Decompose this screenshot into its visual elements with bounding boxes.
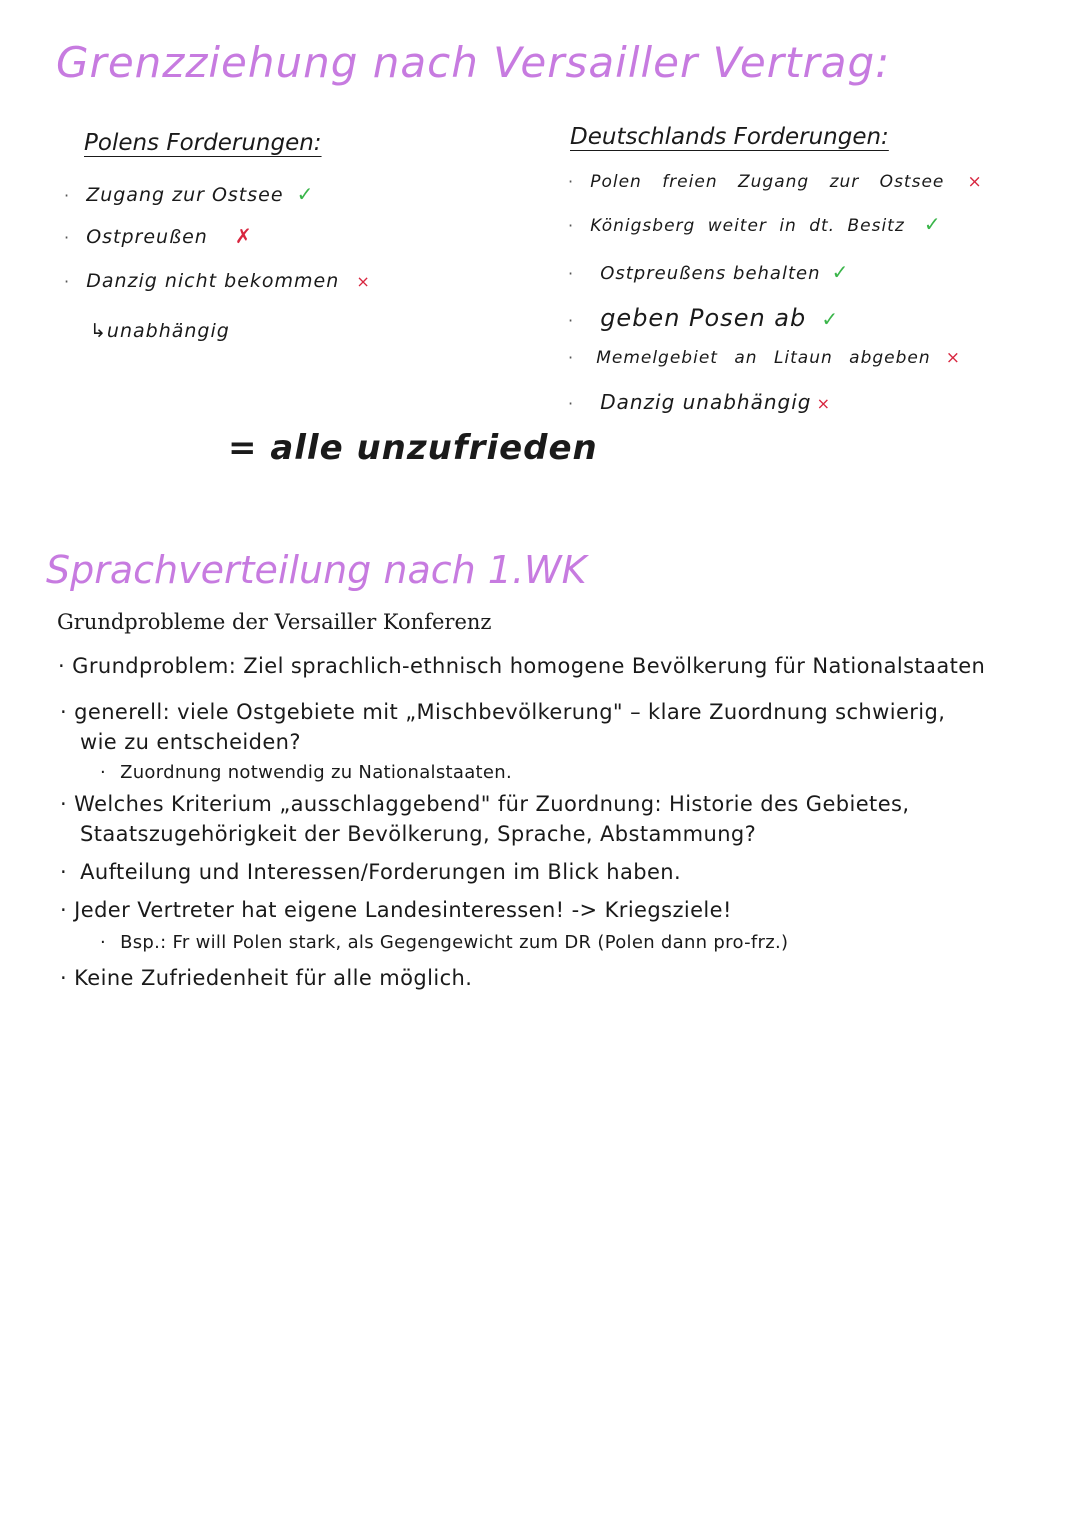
- bullet-icon: ·: [568, 172, 574, 191]
- bullet-icon: ·: [58, 654, 66, 678]
- page-title: Grenzziehung nach Versailler Vertrag:: [56, 38, 891, 87]
- germany-item-text: Danzig unabhängig: [600, 390, 812, 414]
- germany-item: [568, 172, 982, 192]
- poland-heading: Polens Forderungen:: [84, 130, 322, 156]
- bullet-icon: ·: [60, 860, 68, 884]
- check-icon: ✓: [821, 307, 839, 331]
- note-continuation: wie zu entscheiden?: [80, 730, 301, 754]
- poland-subnote: ↳unabhängig: [90, 320, 230, 342]
- section-title: Sprachverteilung nach 1.WK: [46, 548, 587, 592]
- note-sub-bullet: [100, 762, 512, 783]
- germany-item-text: Polen freien Zugang zur Ostsee: [590, 172, 945, 192]
- poland-item-text: Ostpreußen: [86, 226, 208, 248]
- note-text: Grundproblem: Ziel sprachlich-ethnisch homogene Bevölkerung für Nationalstaaten: [72, 654, 986, 678]
- germany-item: [568, 212, 941, 236]
- bullet-icon: ·: [60, 898, 68, 922]
- note-bullet: [60, 898, 732, 922]
- note-text: Zuordnung notwendig zu Nationalstaaten.: [120, 762, 512, 783]
- bullet-icon: ·: [568, 216, 574, 235]
- poland-item-text: Danzig nicht bekommen: [86, 270, 340, 292]
- check-icon: ✓: [296, 182, 314, 206]
- germany-item: [568, 260, 848, 284]
- poland-item: [64, 182, 313, 206]
- note-sub-bullet: [100, 932, 788, 953]
- cross-icon: ×: [356, 272, 370, 291]
- result-statement: = alle unzufrieden: [228, 428, 598, 468]
- germany-item-text: geben Posen ab: [600, 304, 807, 332]
- germany-item-text: Königsberg weiter in dt. Besitz: [590, 216, 905, 236]
- bullet-icon: ·: [60, 966, 68, 990]
- note-text: Bsp.: Fr will Polen stark, als Gegengewicht zum DR (Polen dann pro-frz.): [120, 932, 789, 953]
- note-bullet: [60, 792, 909, 816]
- check-icon: ✓: [923, 212, 941, 236]
- note-text: Keine Zufriedenheit für alle möglich.: [74, 966, 473, 990]
- bullet-icon: ·: [64, 272, 70, 291]
- section-subtitle: Grundprobleme der Versailler Konferenz: [57, 610, 492, 634]
- germany-item: [568, 304, 838, 332]
- note-text: Welches Kriterium „ausschlaggebend" für Zuordnung: Historie des Gebietes,: [74, 792, 910, 816]
- germany-item: [568, 390, 830, 414]
- bullet-icon: ·: [64, 186, 70, 205]
- note-bullet: [58, 654, 985, 678]
- bullet-icon: ·: [568, 394, 574, 413]
- bullet-icon: ·: [568, 311, 574, 330]
- poland-item-text: Zugang zur Ostsee: [86, 184, 284, 206]
- note-text: Aufteilung und Interessen/Forderungen im Blick haben.: [80, 860, 682, 884]
- cross-icon: ✗: [234, 224, 252, 248]
- bullet-icon: ·: [100, 762, 107, 783]
- bullet-icon: ·: [568, 348, 574, 367]
- note-bullet: [60, 966, 472, 990]
- note-bullet: [60, 860, 681, 884]
- bullet-icon: ·: [60, 700, 68, 724]
- cross-icon: ×: [945, 348, 961, 368]
- germany-item: [568, 348, 960, 368]
- bullet-icon: ·: [64, 228, 70, 247]
- bullet-icon: ·: [568, 264, 574, 283]
- germany-item-text: Memelgebiet an Litaun abgeben: [596, 348, 931, 368]
- note-bullet: [60, 700, 945, 724]
- note-continuation: Staatszugehörigkeit der Bevölkerung, Sprache, Abstammung?: [80, 822, 757, 846]
- note-text: Jeder Vertreter hat eigene Landesinteressen! -> Kriegsziele!: [74, 898, 732, 922]
- poland-item: [64, 224, 252, 248]
- bullet-icon: ·: [100, 932, 107, 953]
- poland-item: [64, 270, 370, 292]
- germany-item-text: Ostpreußens behalten: [600, 263, 821, 284]
- cross-icon: ×: [967, 172, 982, 192]
- check-icon: ✓: [831, 260, 849, 284]
- cross-icon: ×: [816, 394, 830, 413]
- note-text: generell: viele Ostgebiete mit „Mischbevölkerung" – klare Zuordnung schwierig,: [74, 700, 946, 724]
- bullet-icon: ·: [60, 792, 68, 816]
- germany-heading: Deutschlands Forderungen:: [570, 124, 889, 150]
